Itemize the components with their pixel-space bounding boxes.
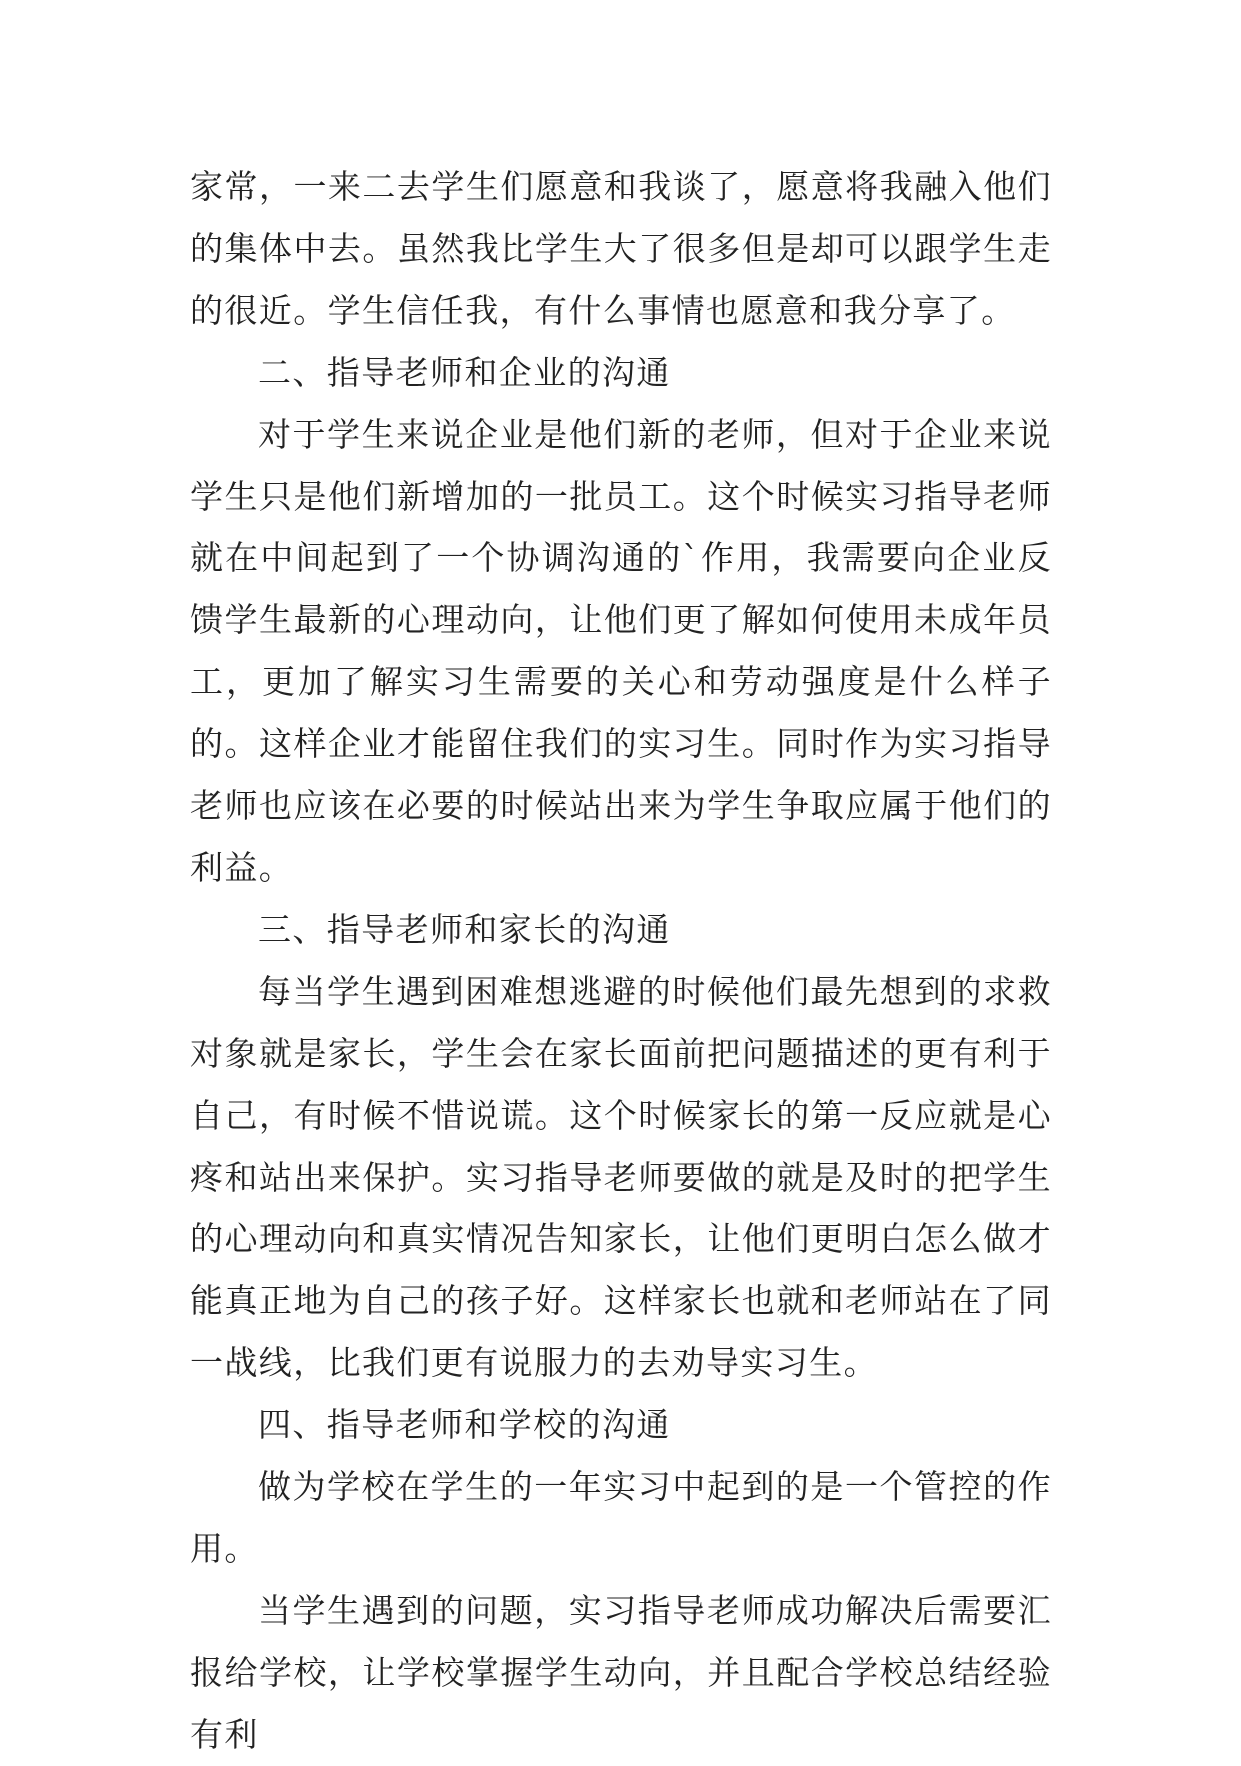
section-heading-parents: 三、指导老师和家长的沟通 bbox=[258, 909, 671, 949]
paragraph-enterprise: 对于学生来说企业是他们新的老师，但对于企业来说学生只是他们新增加的一批员工。这个时候实习指导老师就在中间起到了一个协调沟通的`作用，我需要向企业反馈学生最新的心理动向，让他们更了解如何使用未成年员工，更加了解实习生需要的关心和劳动强度是什么样子的。这样企业才能留住我们的实习生。同时作为实习指导老师也应该在必要的时候站出来为学生争取应属于他们的利益。 bbox=[190, 414, 1052, 887]
section-heading-enterprise: 二、指导老师和企业的沟通 bbox=[258, 352, 671, 392]
paragraph-school-report: 当学生遇到的问题，实习指导老师成功解决后需要汇报给学校，让学校掌握学生动向，并且配合学校总结经验有利 bbox=[190, 1590, 1052, 1754]
paragraph-continuation: 家常，一来二去学生们愿意和我谈了，愿意将我融入他们的集体中去。虽然我比学生大了很多但是却可以跟学生走的很近。学生信任我，有什么事情也愿意和我分享了。 bbox=[190, 167, 1052, 330]
paragraph-school: 做为学校在学生的一年实习中起到的是一个管控的作用。 bbox=[190, 1467, 1052, 1568]
section-heading-school: 四、指导老师和学校的沟通 bbox=[258, 1405, 671, 1445]
document-body bbox=[190, 156, 1052, 1766]
paragraph-parents: 每当学生遇到困难想逃避的时候他们最先想到的求救对象就是家长，学生会在家长面前把问题描述的更有利于自己，有时候不惜说谎。这个时候家长的第一反应就是心疼和站出来保护。实习指导老师要做的就是及时的把学生的心理动向和真实情况告知家长，让他们更明白怎么做才能真正地为自己的孩子好。这样家长也就和老师站在了同一战线，比我们更有说服力的去劝导实习生。 bbox=[190, 971, 1052, 1383]
